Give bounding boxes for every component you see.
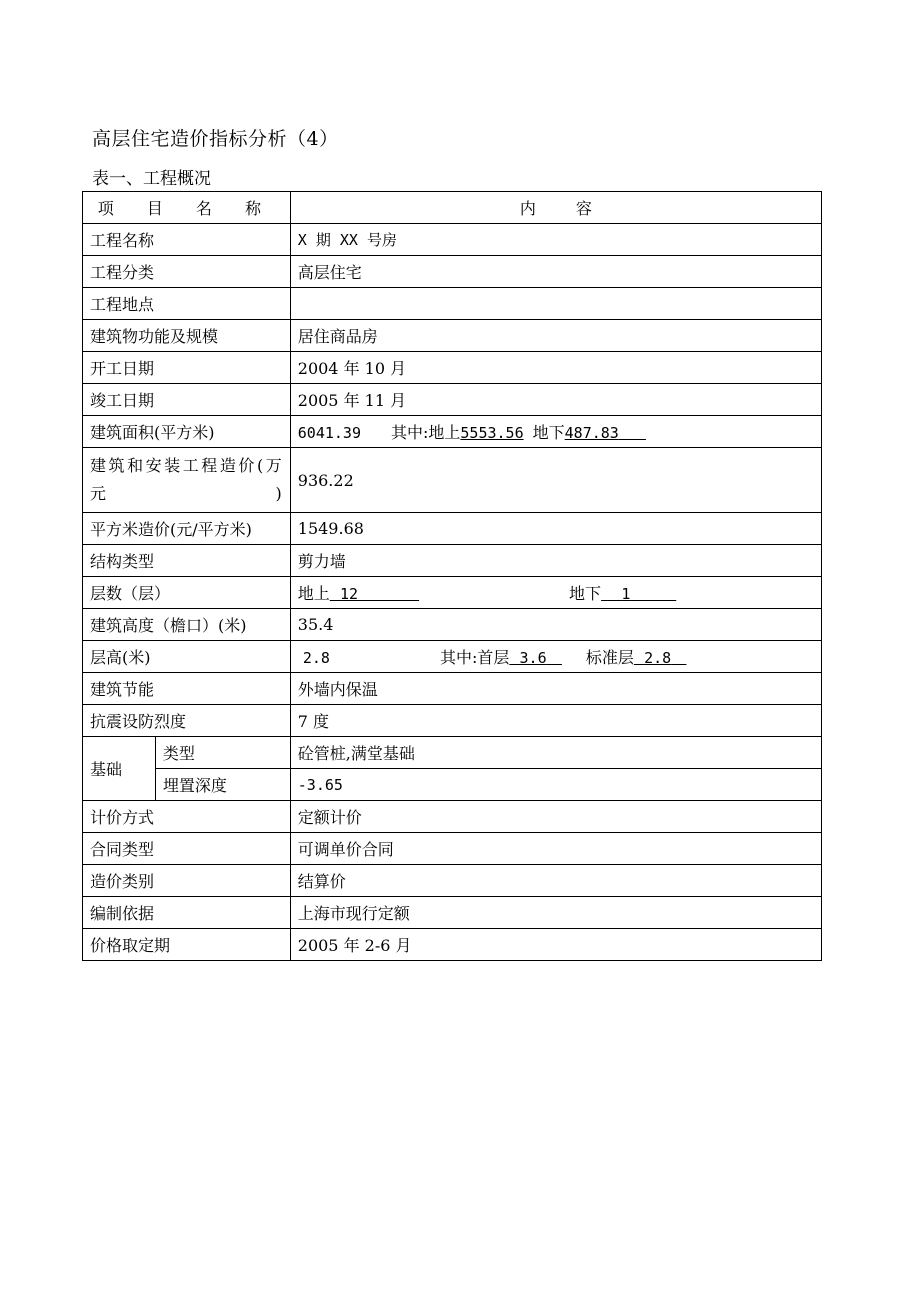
row-label: 合同类型 (83, 833, 291, 865)
row-value: 结算价 (290, 865, 821, 897)
table-row (83, 929, 822, 961)
table-row (83, 320, 822, 352)
table-row (83, 352, 822, 384)
document-title: 高层住宅造价指标分析（4） (92, 128, 339, 150)
table-row (83, 705, 822, 737)
table-row (83, 865, 822, 897)
row-label: 结构类型 (83, 545, 291, 577)
table-row (83, 224, 822, 256)
area-value: 6041.39 其中:地上5553.56 地下487.83 (290, 416, 821, 448)
row-value: 1549.68 (290, 513, 821, 545)
row-label: 平方米造价(元/平方米) (83, 513, 291, 545)
row-value: 可调单价合同 (290, 833, 821, 865)
row-label: 计价方式 (83, 801, 291, 833)
row-label: 工程名称 (83, 224, 291, 256)
row-value: 高层住宅 (290, 256, 821, 288)
row-value: 2005 年 11 月 (290, 384, 821, 416)
row-label: 抗震设防烈度 (83, 705, 291, 737)
foundation-label: 基础 (83, 737, 156, 801)
row-label: 建筑高度（檐口）(米) (83, 609, 291, 641)
row-label: 工程分类 (83, 256, 291, 288)
table-row (83, 897, 822, 929)
row-value: 2005 年 2-6 月 (290, 929, 821, 961)
table-row (83, 833, 822, 865)
table-header-row (83, 192, 822, 224)
header-content: 内 容 (290, 192, 821, 224)
table-row (83, 256, 822, 288)
row-sublabel: 类型 (155, 737, 290, 769)
table-row (83, 545, 822, 577)
row-value: 上海市现行定额 (290, 897, 821, 929)
row-sublabel: 埋置深度 (155, 769, 290, 801)
row-label: 层数（层） (83, 577, 291, 609)
row-label: 造价类别 (83, 865, 291, 897)
table-row-area (83, 416, 822, 448)
row-label: 价格取定期 (83, 929, 291, 961)
table-row-foundation-depth (83, 769, 822, 801)
row-value: 居住商品房 (290, 320, 821, 352)
table-row (83, 513, 822, 545)
row-value: 7 度 (290, 705, 821, 737)
table-row-floors (83, 577, 822, 609)
row-label: 建筑和安装工程造价(万元) (83, 448, 291, 513)
table-row-foundation-type (83, 737, 822, 769)
floor-height-value: 2.8 其中:首层 3.6 标准层 2.8 (290, 641, 821, 673)
row-value (290, 288, 821, 320)
row-value: 外墙内保温 (290, 673, 821, 705)
row-label: 层高(米) (83, 641, 291, 673)
row-label: 建筑节能 (83, 673, 291, 705)
row-value: 剪力墙 (290, 545, 821, 577)
row-value: 936.22 (290, 448, 821, 513)
row-value: X 期 XX 号房 (290, 224, 821, 256)
row-label: 工程地点 (83, 288, 291, 320)
row-label: 建筑物功能及规模 (83, 320, 291, 352)
table-row (83, 384, 822, 416)
table-caption: 表一、工程概况 (92, 169, 211, 189)
row-value: 35.4 (290, 609, 821, 641)
table-row (83, 288, 822, 320)
table-row (83, 673, 822, 705)
table-row (83, 801, 822, 833)
table-row-cost (83, 448, 822, 513)
row-value: 定额计价 (290, 801, 821, 833)
row-value: 2004 年 10 月 (290, 352, 821, 384)
row-value: 砼管桩,满堂基础 (290, 737, 821, 769)
header-item-name: 项 目 名 称 (83, 192, 291, 224)
row-label: 竣工日期 (83, 384, 291, 416)
floors-value: 地上 12 地下 1 (290, 577, 821, 609)
row-label: 开工日期 (83, 352, 291, 384)
row-value: -3.65 (290, 769, 821, 801)
table-row-floor-height (83, 641, 822, 673)
row-label: 建筑面积(平方米) (83, 416, 291, 448)
row-label: 编制依据 (83, 897, 291, 929)
table-row (83, 609, 822, 641)
project-overview-table (82, 191, 822, 961)
